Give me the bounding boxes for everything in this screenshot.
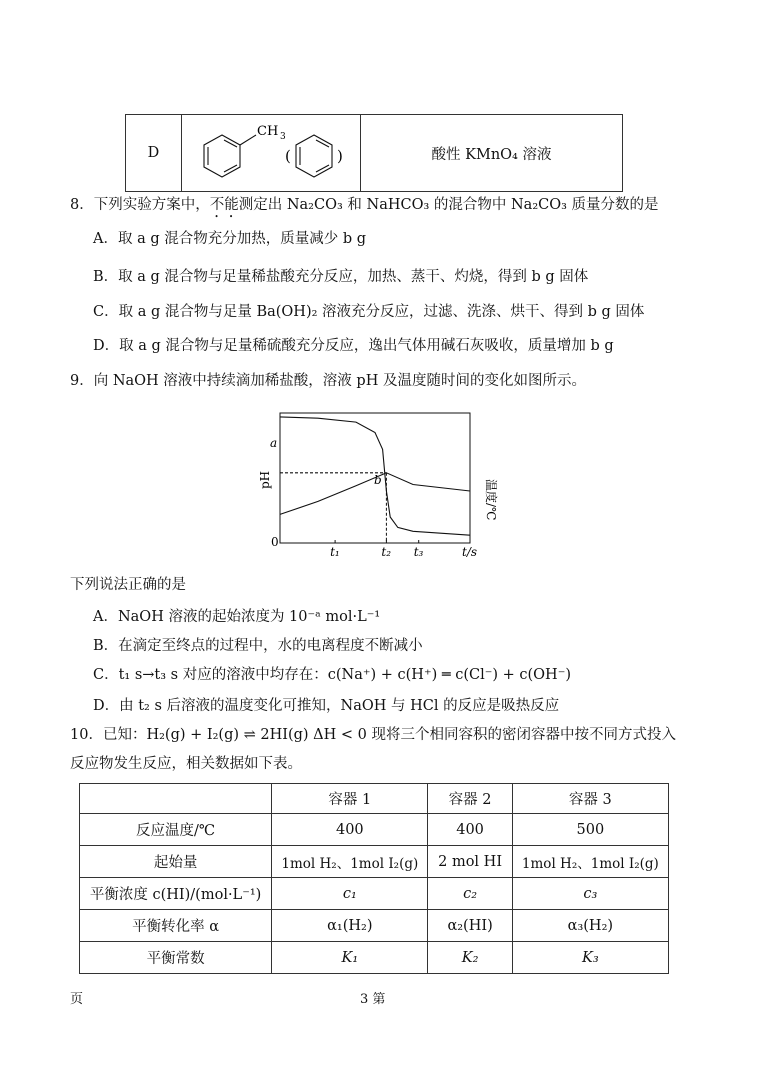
row-label: 平衡浓度 c(HI)/(mol·L⁻¹): [80, 878, 272, 910]
row-label: D: [126, 115, 182, 192]
q8-stem: [70, 193, 659, 221]
header-cell: 容器 2: [428, 784, 512, 814]
origin-label: 0: [271, 535, 279, 549]
table-cell: 400: [428, 814, 512, 846]
paren-open: (: [285, 147, 291, 165]
table-cell: 1mol H₂、1mol I₂(g): [512, 846, 668, 878]
table-cell: 500: [512, 814, 668, 846]
x-axis-label: t/s: [462, 545, 478, 559]
header-cell: 容器 3: [512, 784, 668, 814]
methyl-sub: 3: [280, 132, 286, 142]
x-tick-label: t₃: [413, 545, 424, 559]
q8-option-b: B．取 a g 混合物与足量稀盐酸充分反应，加热、蒸干、灼烧，得到 b g 固体: [93, 269, 589, 285]
table-row: [80, 942, 669, 974]
q8-option-a: A．取 a g 混合物充分加热，质量减少 b g: [93, 231, 367, 247]
row-label: 起始量: [80, 846, 272, 878]
benzene-ring: [296, 135, 332, 177]
q9-option-d: D．由 t₂ s 后溶液的温度变化可推知，NaOH 与 HCl 的反应是吸热反应: [93, 698, 560, 714]
table-cell: K₃: [512, 942, 668, 974]
q8-emphasis: 不能: [209, 197, 239, 213]
table-row: [80, 814, 669, 846]
y-axis-label: pH: [258, 470, 272, 489]
footer-left: 页: [70, 992, 84, 1007]
q10-stem-line1: 10．已知：H₂(g) + I₂(g) ⇌ 2HI(g) ΔH < 0 现将三个相同容积的密闭容器中按不同方式投入: [70, 727, 676, 743]
table-cell: K₁: [272, 942, 428, 974]
table-row: [80, 846, 669, 878]
q8-option-d: D．取 a g 混合物与足量稀硫酸充分反应，逸出气体用碱石灰吸收，质量增加 b g: [93, 338, 614, 354]
table-cell: 1mol H₂、1mol I₂(g): [272, 846, 428, 878]
table-cell: c₂: [428, 878, 512, 910]
table-cell: α₃(H₂): [512, 910, 668, 942]
reagent-table-row-d: [125, 114, 623, 192]
y2-axis-label: 温度/℃: [484, 479, 498, 521]
q10-stem-line2: 反应物发生反应，相关数据如下表。: [70, 756, 302, 772]
row-label: 平衡常数: [80, 942, 272, 974]
toluene-benzene-structures: [182, 115, 360, 187]
table-row: [80, 878, 669, 910]
q9-option-b: B．在滴定至终点的过程中，水的电离程度不断减小: [93, 638, 423, 654]
x-tick-label: t₁: [330, 545, 340, 559]
table-cell: K₂: [428, 942, 512, 974]
header-cell: [80, 784, 272, 814]
x-tick-label: t₂: [381, 545, 392, 559]
q9-lead: 下列说法正确的是: [70, 577, 186, 593]
reagent-cell: 酸性 KMnO₄ 溶液: [361, 115, 623, 192]
table-row: [80, 910, 669, 942]
table-cell: 2 mol HI: [428, 846, 512, 878]
q9-option-c: C．t₁ s→t₃ s 对应的溶液中均存在：c(Na⁺) + c(H⁺) ═ c(Cl⁻) + c(OH⁻): [93, 667, 572, 683]
table-cell: α₂(HI): [428, 910, 512, 942]
ph-temperature-chart: [250, 405, 500, 565]
q9-stem: 9．向 NaOH 溶液中持续滴加稀盐酸，溶液 pH 及温度随时间的变化如图所示。: [70, 373, 586, 389]
table-header-row: [80, 784, 669, 814]
structure-cell: [182, 115, 361, 192]
page-number: 3 第: [360, 992, 386, 1007]
point-b-label: b: [374, 473, 382, 487]
methyl-bond: [240, 135, 256, 145]
y-tick-a: a: [270, 436, 278, 450]
paren-close: ): [337, 147, 343, 165]
table-cell: c₁: [272, 878, 428, 910]
table-cell: α₁(H₂): [272, 910, 428, 942]
q8-option-c: C．取 a g 混合物与足量 Ba(OH)₂ 溶液充分反应，过滤、洗涤、烘干、得到 b g 固体: [93, 304, 645, 320]
row-label: 平衡转化率 α: [80, 910, 272, 942]
row-label: 反应温度/℃: [80, 814, 272, 846]
toluene-ring: [204, 135, 240, 177]
equilibrium-data-table: [79, 783, 669, 974]
q8-stem-b: 测定出 Na₂CO₃ 和 NaHCO₃ 的混合物中 Na₂CO₃ 质量分数的是: [238, 197, 659, 213]
q9-option-a: A．NaOH 溶液的起始浓度为 10⁻ᵃ mol·L⁻¹: [93, 609, 381, 625]
methyl-label: CH: [257, 124, 279, 139]
table-cell: 400: [272, 814, 428, 846]
header-cell: 容器 1: [272, 784, 428, 814]
q8-stem-a: 8．下列实验方案中，: [70, 197, 210, 213]
table-cell: c₃: [512, 878, 668, 910]
